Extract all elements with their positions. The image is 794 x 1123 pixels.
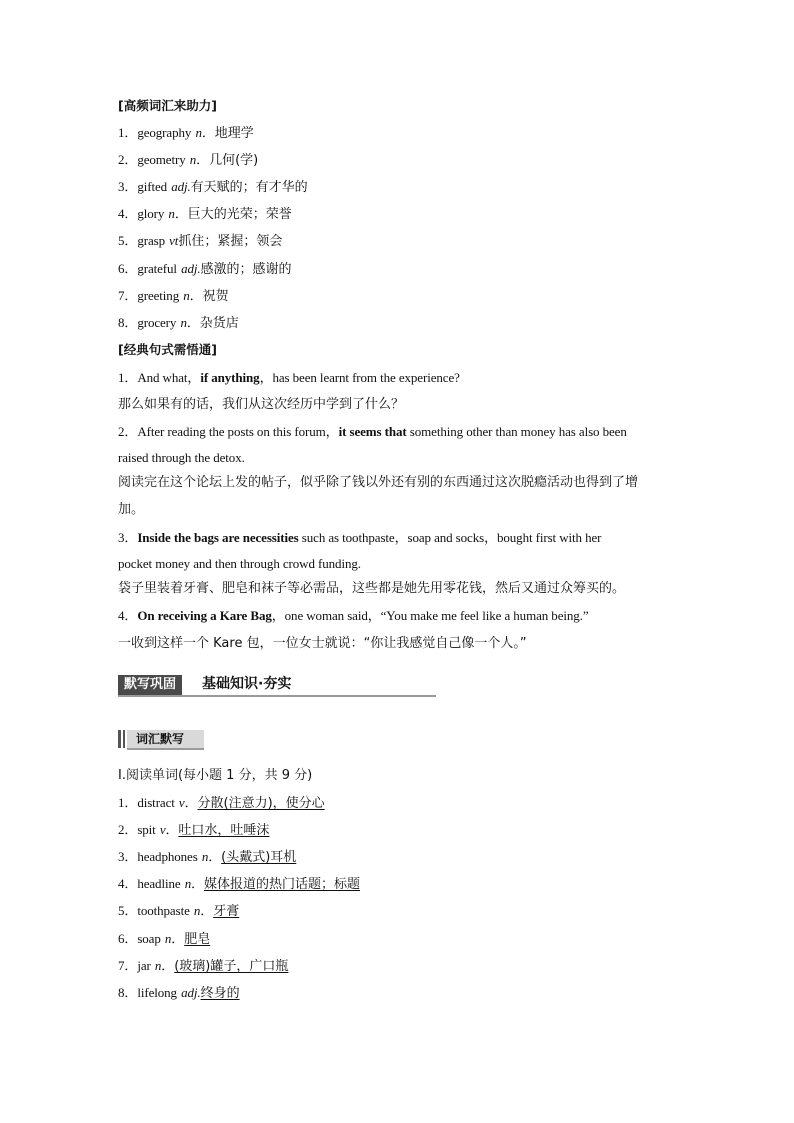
subsection-label: 词汇默写	[127, 730, 204, 748]
sentence-3-zh: 袋子里装着牙膏、肥皂和袜子等必需品，这些都是她先用零花钱，然后又通过众筹买的。	[118, 581, 626, 596]
answer-text: 牙膏	[213, 904, 240, 919]
section-banner	[118, 673, 436, 697]
sentence-1-zh: 那么如果有的话，我们从这次经历中学到了什么？	[118, 397, 405, 412]
exercise-item: 4．headline n．媒体报道的热门话题；标题	[118, 876, 361, 892]
answer-text: 媒体报道的热门话题；标题	[204, 877, 361, 892]
vocab-item: 8．grocery n．杂货店	[118, 315, 239, 331]
section-heading-sentences: [经典句式需悟通]	[118, 342, 217, 357]
vocab-item: 3．gifted adj.有天赋的；有才华的	[118, 179, 308, 195]
sentence-2-zh-cont: 加。	[118, 502, 145, 517]
banner-title: 基础知识·夯实	[202, 676, 292, 692]
vocab-item: 4．glory n．巨大的光荣；荣誉	[118, 206, 292, 222]
sentence-3-en: 3．Inside the bags are necessities such as toothpaste，soap and socks，bought first with her	[118, 530, 602, 545]
sentence-2-zh: 阅读完在这个论坛上发的帖子，似乎除了钱以外还有别的东西通过这次脱瘾活动也得到了增	[118, 475, 639, 490]
answer-text: (玻璃)罐子，广口瓶	[174, 959, 289, 974]
sentence-3-en-cont: pocket money and then through crowd funding.	[118, 556, 361, 571]
exercise-item: 1．distract v．分散(注意力)，使分心	[118, 795, 325, 811]
section-heading-vocab: [高频词汇来助力]	[118, 98, 217, 113]
answer-text: 分散(注意力)，使分心	[197, 796, 325, 811]
exercise-item: 8．lifelong adj.终身的	[118, 985, 240, 1001]
answer-text: 肥皂	[184, 932, 211, 947]
answer-text: (头戴式)耳机	[221, 850, 297, 865]
tag-bar-icon	[118, 730, 121, 748]
answer-text: 终身的	[200, 986, 240, 1001]
answer-text: 吐口水，吐唾沫	[178, 823, 270, 838]
exercise-item: 5．toothpaste n．牙膏	[118, 903, 240, 919]
subsection-tag	[118, 728, 204, 750]
vocab-item: 2．geometry n．几何(学)	[118, 152, 259, 168]
vocab-item: 7．greeting n．祝贺	[118, 288, 229, 304]
exercise-item: 7．jar n．(玻璃)罐子，广口瓶	[118, 958, 289, 974]
sentence-4-zh: 一收到这样一个 Kare 包，一位女士就说：“你让我感觉自己像一个人。”	[118, 636, 527, 651]
banner-tag: 默写巩固	[118, 675, 182, 695]
sentence-1-en: 1．And what，if anything，has been learnt from the experience?	[118, 370, 460, 385]
vocab-item: 6．grateful adj.感激的；感谢的	[118, 261, 292, 277]
tag-shadow	[127, 748, 204, 750]
tag-bar-icon	[123, 730, 125, 748]
vocab-item: 1．geography n．地理学	[118, 125, 254, 141]
exercise-item: 2．spit v．吐口水，吐唾沫	[118, 822, 270, 838]
vocab-item: 5．grasp vt抓住；紧握；领会	[118, 233, 283, 249]
exercise-item: 6．soap n．肥皂	[118, 931, 211, 947]
banner-rule	[118, 695, 436, 697]
sentence-4-en: 4．On receiving a Kare Bag，one woman said，“You make me feel like a human being.”	[118, 608, 589, 623]
exercise-item: 3．headphones n．(头戴式)耳机	[118, 849, 297, 865]
sentence-2-en: 2．After reading the posts on this forum，it seems that something other than money has also been	[118, 424, 627, 439]
sentence-2-en-cont: raised through the detox.	[118, 450, 245, 465]
exercise-heading: Ⅰ.阅读单词(每小题 1 分，共 9 分)	[118, 768, 313, 783]
